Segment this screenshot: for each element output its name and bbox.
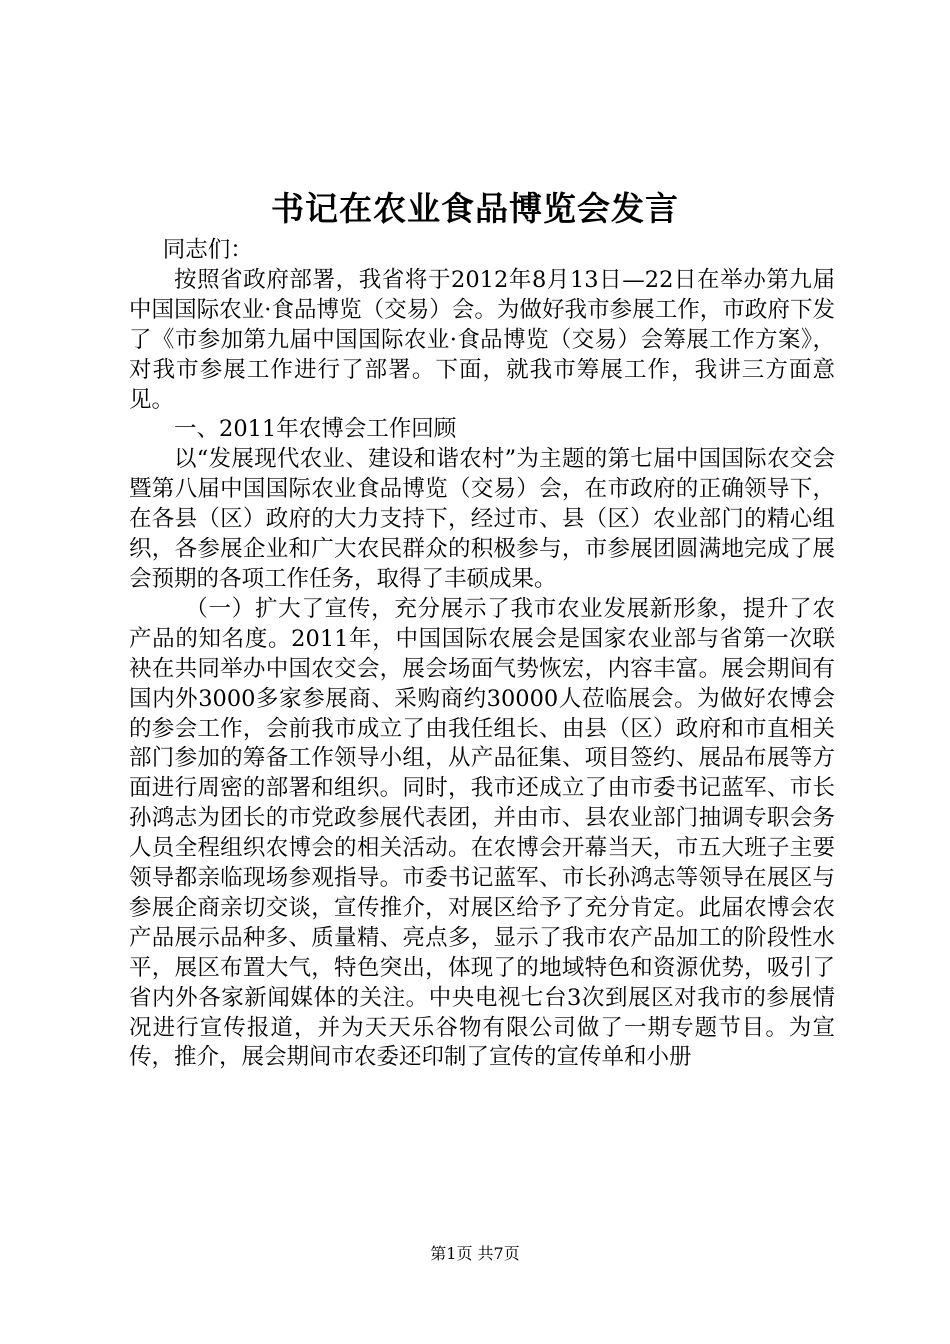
- salutation: 同志们：: [162, 237, 253, 263]
- paragraph-review: 以“发展现代农业、建设和谐农村”为主题的第七届中国国际农交会暨第八届中国国际农业食品博览（交易）会，在市政府的正确领导下，在各县（区）政府的大力支持下，经过市、县（区）农业部门的精心组织，各参展企业和广大农民群众的积极参与，市参展团圆满地完成了展会预期的各项工作任务，取得了丰硕成果。: [129, 446, 835, 592]
- section-heading: 一、2011年农博会工作回顾: [174, 416, 457, 443]
- document-body: [129, 236, 835, 1073]
- paragraph-publicity: （一）扩大了宣传，充分展示了我市农业发展新形象，提升了农产品的知名度。2011年，中国国际农展会是国家农业部与省第一次联袂在共同举办中国农交会，展会场面气势恢宏，内容丰富。展会期间有国内外3000多家参展商、采购商约30000人莅临展会。为做好农博会的参会工作，会前我市成立了由我任组长、由县（区）政府和市直相关部门参加的筹备工作领导小组，从产品征集、项目签约、展品布展等方面进行周密的部署和组织。同时，我市还成立了由市委书记蓝军、市长孙鸿志为团长的市党政参展代表团，并由市、县农业部门抽调专职会务人员全程组织农博会的相关活动。在农博会开幕当天，市五大班子主要领导都亲临现场参观指导。市委书记蓝军、市长孙鸿志等领导在展区与参展企商亲切交谈，宣传推介，对展区给予了充分肯定。此届农博会农产品展示品种多、质量精、亮点多，显示了我市农产品加工的阶段性水平，展区布置大气，特色突出，体现了的地域特色和资源优势，吸引了省内外各家新闻媒体的关注。中央电视七台3次到展区对我市的参展情况进行宣传报道，并为天天乐谷物有限公司做了一期专题节目。为宣传，推介，展会期间市农委还印制了宣传的宣传单和小册: [129, 595, 835, 1071]
- page-footer: 第1页 共7页: [430, 1244, 520, 1263]
- paragraph-intro: 按照省政府部署，我省将于2012年8月13日—22日在举办第九届中国国际农业·食品博览（交易）会。为做好我市参展工作，市政府下发了《市参加第九届中国国际农业·食品博览（交易）会筹展工作方案》，对我市参展工作进行了部署。下面，就我市筹展工作，我讲三方面意见。: [129, 266, 835, 413]
- document-title: 书记在农业食品博览会发言: [271, 189, 679, 228]
